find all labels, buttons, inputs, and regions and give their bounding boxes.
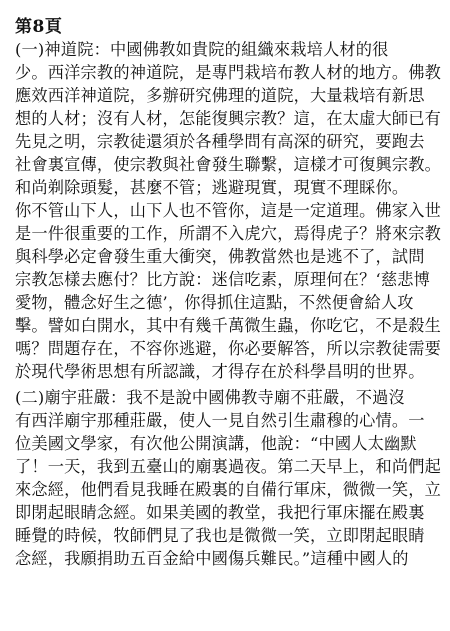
text-line: (一)神道院：中國佛教如貴院的組織來栽培人材的很 xyxy=(15,40,389,59)
text-line: 位美國文學家，有次他公開演講，他說：“中國人太幽默 xyxy=(15,434,417,453)
text-line: 嗎？問題存在，不容你逃避，你必要解答，所以宗教徒需要 xyxy=(15,339,442,358)
text-line: 有西洋廟宇那種莊嚴，使人一見自然引生肅穆的心情。一 xyxy=(15,411,425,430)
text-line: 想的人材；沒有人材，怎能復興宗教？這，在太虛大師已有 xyxy=(15,109,442,128)
text-line: 少。西洋宗教的神道院，是專門栽培布教人材的地方。佛教 xyxy=(15,63,442,82)
text-line: 是一件很重要的工作，所謂不入虎穴，焉得虎子？將來宗教 xyxy=(15,224,442,243)
text-line: 與科學必定會發生重大衝突，佛教當然也是逃不了，試問 xyxy=(15,247,425,266)
text-line: 了！一天，我到五臺山的廟裏過夜。第二天早上，和尚們起 xyxy=(15,457,442,476)
text-line: 於現代學術思想有所認識，才得存在於科學昌明的世界。 xyxy=(15,362,425,381)
text-line: (二)廟宇莊嚴：我不是說中國佛教寺廟不莊嚴，不過沒 xyxy=(15,388,405,407)
text-line: 睡覺的時候，牧師們見了我也是微微一笑，立即閉起眼睛 xyxy=(15,526,425,545)
text-line: 先見之明，宗教徒還須於各種學問有高深的研究，要跑去 xyxy=(15,132,425,151)
text-line: 即閉起眼睛念經。如果美國的教堂，我把行軍床擺在殿裏 xyxy=(15,503,425,522)
text-line: 和尚剃除頭髮，甚麼不管；逃避現實，現實不理睬你。 xyxy=(15,178,409,197)
text-line: 你不管山下人，山下人也不管你，這是一定道理。佛家入世 xyxy=(15,201,442,220)
page-number-label: 第8頁 xyxy=(15,17,63,37)
text-line: 擊。譬如白開水，其中有幾千萬微生蟲，你吃它，不是殺生 xyxy=(15,316,442,335)
text-line: 社會裏宣傳，使宗教與社會發生聯繫，這樣才可復興宗教。 xyxy=(15,155,442,174)
text-line: 愛物，體念好生之德’，你得抓住這點，不然便會給人攻 xyxy=(15,293,414,312)
text-line: 念經，我願捐助五百金給中國傷兵難民。”這種中國人的 xyxy=(15,549,409,568)
text-line: 應效西洋神道院，多辦研究佛理的道院，大量栽培有新思 xyxy=(15,86,425,105)
text-line: 來念經，他們看見我睡在殿裏的自備行軍床，微微一笑，立 xyxy=(15,480,442,499)
text-line: 宗教怎樣去應付？比方說：迷信吃素，原理何在？‘慈悲博 xyxy=(15,270,431,289)
